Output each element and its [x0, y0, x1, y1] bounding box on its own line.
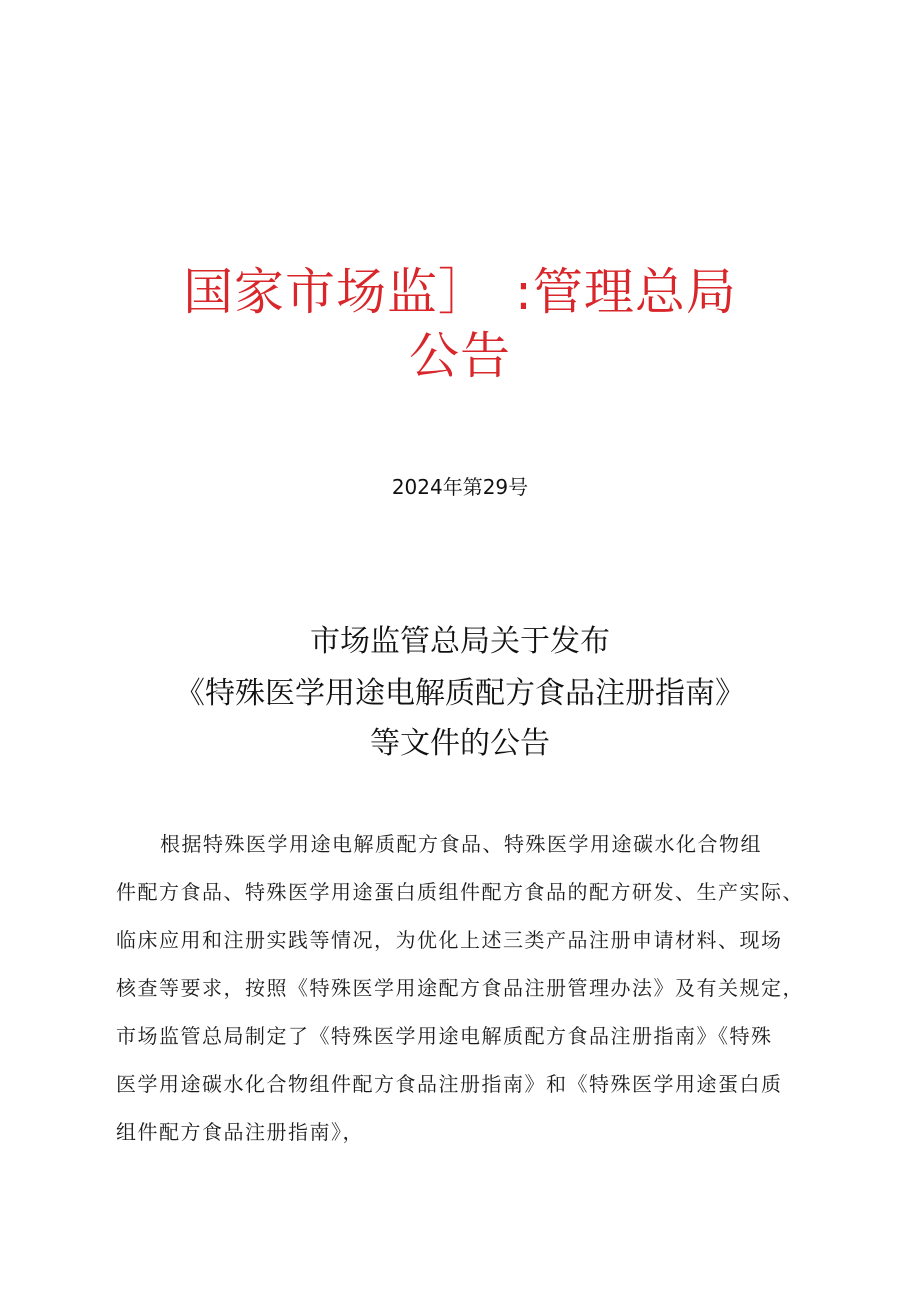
issuing-authority-title: 国家市场监］ :管理总局 — [183, 263, 737, 321]
notice-title-line-3: 等文件的公告 — [370, 726, 550, 761]
body-line: 核查等要求，按照《特殊医学用途配方食品注册管理办法》及有关规定， — [116, 976, 804, 1000]
body-line: 件配方食品、特殊医学用途蛋白质组件配方食品的配方研发、生产实际、 — [116, 880, 804, 904]
announcement-label: 公告 — [409, 327, 511, 385]
document-number: 2024年第29号 — [391, 475, 529, 499]
body-line: 市场监管总局制定了《特殊医学用途电解质配方食品注册指南》《特殊 — [116, 1024, 773, 1048]
body-line: 根据特殊医学用途电解质配方食品、特殊医学用途碳水化合物组 — [160, 832, 762, 856]
body-line: 医学用途碳水化合物组件配方食品注册指南》和《特殊医学用途蛋白质 — [116, 1072, 783, 1096]
body-line: 临床应用和注册实践等情况，为优化上述三类产品注册申请材料、现场 — [116, 928, 783, 952]
notice-title-line-1: 市场监管总局关于发布 — [310, 624, 610, 659]
body-line: 组件配方食品注册指南》， — [116, 1120, 364, 1144]
body-paragraph — [116, 820, 826, 1156]
notice-title-line-2: 《特殊医学用途电解质配方食品注册指南》 — [175, 676, 745, 711]
